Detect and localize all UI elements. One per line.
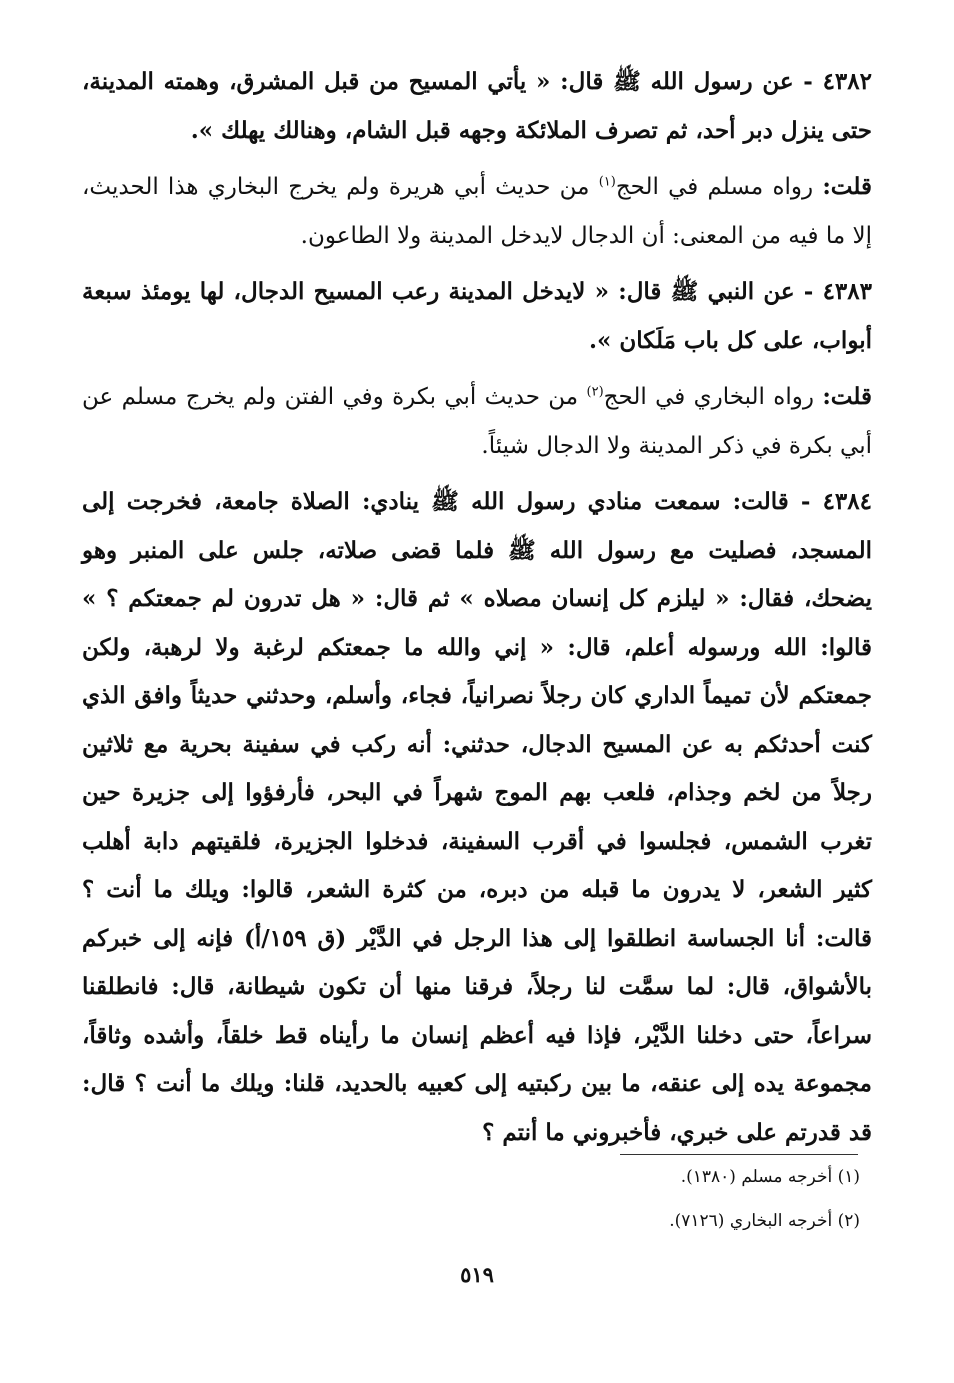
comment-text: رواه البخاري في الحج bbox=[603, 384, 823, 410]
comment-4382 bbox=[82, 163, 872, 260]
comment-4383 bbox=[82, 373, 872, 470]
main-text bbox=[82, 58, 872, 1165]
footnote-ref-1: (١) bbox=[598, 174, 616, 190]
comment-label: قلت: bbox=[822, 383, 872, 410]
comment-label: قلت: bbox=[822, 173, 872, 200]
footnote-2: (٢) أخرجه البخاري (٧١٢٦). bbox=[669, 1211, 860, 1231]
hadith-4384: ٤٣٨٤ - قالت: سمعت منادي رسول الله ﷺ ينادي: الصلاة جامعة، فخرجت إلى المسجد، فصليت مع رسول الله ﷺ فلما قضى صلاته، جلس على المنبر وهو يضحك، فقال: « ليلزم كل إنسان مصلاه » ثم قال: « هل تدرون لم جمعتكم ؟ » قالوا: الله ورسوله أعلم، قال: « إني والله ما جمعتكم لرغبة ولا لرهبة، ولكن جمعتكم لأن تميماً الداري كان رجلاً نصرانياً، فجاء، وأسلم، وحدثني حديثاً وافق الذي كنت أحدثكم به عن المسيح الدجال، حدثني: أنه ركب في سفينة بحرية مع ثلاثين رجلاً من لخم وجذام، فلعب بهم الموج شهراً في البحر، فأرفؤوا إلى جزيرة حين تغرب الشمس، فجلسوا في أقرب السفينة، فدخلوا الجزيرة، فلقيتهم دابة أهلب كثير الشعر، لا يدرون ما قبله من دبره، من كثرة الشعر، قالوا: ويلك ما أنت ؟ قالت: أنا الجساسة انطلقوا إلى هذا الرجل في الدَّيْر (ق ١٥٩/أ) فإنه إلى خبركم بالأشواق، قال: لما سمَّت لنا رجلاً، فرقنا منها أن تكون شيطانة، قال: فانطلقنا سراعاً، حتى دخلنا الدَّيْر، فإذا فيه أعظم إنسان ما رأيناه قط خلقاً، وأشده وثاقاً، مجموعة يده إلى عنقه، ما بين ركبتيه إلى كعبيه بالحديد، قلنا: ويلك ما أنت ؟ قال: قد قدرتم على خبري، فأخبروني ما أنتم ؟ bbox=[82, 488, 872, 1146]
page-number: ٥١٩ bbox=[460, 1262, 494, 1287]
comment-tail: من حديث أبي هريرة ولم يخرج البخاري هذا الحديث، إلا ما فيه من المعنى: أن الدجال لايدخل المدينة ولا الطاعون. bbox=[82, 174, 872, 249]
footnote-ref-2: (٢) bbox=[586, 384, 604, 400]
comment-tail: من حديث أبي بكرة وفي الفتن ولم يخرج مسلم عن أبي بكرة في ذكر المدينة ولا الدجال شيئاً. bbox=[82, 384, 872, 459]
footnote-1: (١) أخرجه مسلم (١٣٨٠). bbox=[680, 1167, 860, 1187]
hadith-4383: ٤٣٨٣ - عن النبي ﷺ قال: « لايدخل المدينة رعب المسيح الدجال، لها يومئذ سبعة أبواب، على كل باب مَلَكان ». bbox=[82, 278, 872, 354]
footnote-divider bbox=[620, 1154, 858, 1155]
hadith-4382: ٤٣٨٢ - عن رسول الله ﷺ قال: « يأتي المسيح من قبل المشرق، وهمته المدينة، حتى ينزل دبر أحد، ثم تصرف الملائكة وجهه قبل الشام، وهنالك يهلك ». bbox=[82, 68, 872, 144]
comment-text: رواه مسلم في الحج bbox=[615, 174, 823, 200]
